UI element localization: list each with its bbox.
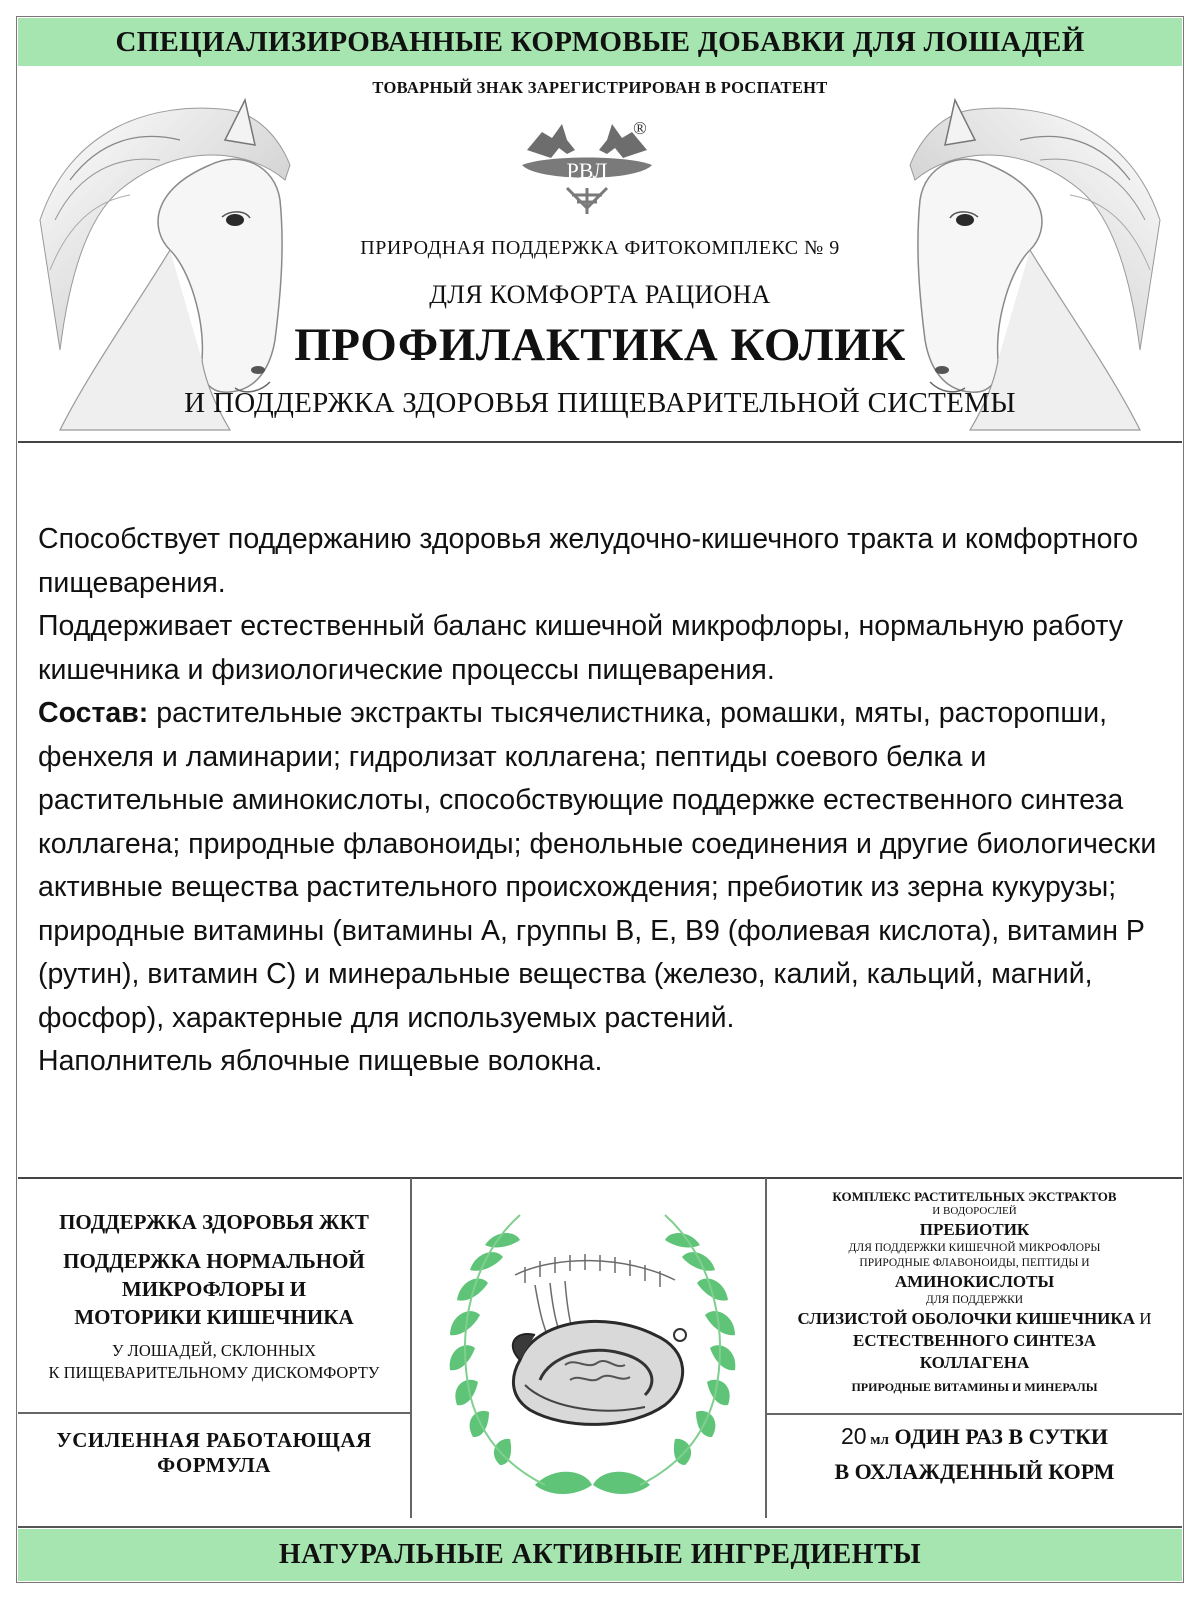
dosage-unit: мл xyxy=(866,1432,889,1448)
info-grid-top-divider xyxy=(18,1177,1182,1179)
registered-mark: ® xyxy=(633,118,647,138)
formula-badge xyxy=(18,1428,410,1478)
formula-line-1: УСИЛЕННАЯ РАБОТАЮЩАЯ xyxy=(56,1428,372,1452)
dosage-amount: 20 xyxy=(840,1423,867,1449)
top-banner: СПЕЦИАЛИЗИРОВАННЫЕ КОРМОВЫЕ ДОБАВКИ ДЛЯ ЛОШАДЕЙ xyxy=(18,18,1182,66)
gi-support-heading: ПОДДЕРЖКА ЗДОРОВЬЯ ЖКТ xyxy=(59,1210,369,1234)
ingredients-extracts: КОМПЛЕКС РАСТИТЕЛЬНЫХ ЭКСТРАКТОВ xyxy=(832,1189,1117,1204)
composition-text: растительные экстракты тысячелистника, ромашки, мяты, расторопши, фенхеля и ламинарии; гидролизат коллагена; пептиды соевого белка и растительные аминокислоты, способствующие поддержке естественного синтеза коллагена; природные флавоноиды; фенольные соединения и другие биологически активные вещества растительного происхождения; пребиотик из зерна кукурузы; природные витамины (витамины А, группы В, Е, В9 (фолиевая кислота), витамин Р (рутин), витамин С) и минеральные вещества (железо, калий, кальций, магний, фосфор), характерные для используемых растений. xyxy=(38,697,1157,1034)
ingredients-flavonoids: ПРИРОДНЫЕ ФЛАВОНОИДЫ, ПЕПТИДЫ И xyxy=(859,1257,1090,1269)
microflora-heading-line-1: ПОДДЕРЖКА НОРМАЛЬНОЙ xyxy=(63,1249,365,1273)
horse-head-right-image xyxy=(870,70,1170,440)
digestive-system-wreath-image xyxy=(425,1185,760,1515)
left-box-divider xyxy=(18,1412,410,1414)
description-text xyxy=(38,518,1168,1084)
dosage-instructions xyxy=(767,1421,1182,1487)
microflora-heading-line-3: МОТОРИКИ КИШЕЧНИКА xyxy=(74,1305,354,1329)
rvl-logo-image xyxy=(507,110,667,220)
filler-para: Наполнитель яблочные пищевые волокна. xyxy=(38,1045,603,1077)
ingredients-algae: И ВОДОРОСЛЕЙ xyxy=(932,1205,1017,1217)
ingredients-collagen: КОЛЛАГЕНА xyxy=(919,1353,1030,1372)
page-title: ПРОФИЛАКТИКА КОЛИК xyxy=(294,319,906,371)
description-para-2: Поддерживает естественный баланс кишечной микрофлоры, нормальную работу кишечника и физиологические процессы пищеварения. xyxy=(38,610,1123,686)
composition-label: Состав: xyxy=(38,697,149,729)
footer-divider xyxy=(18,1526,1182,1528)
header-divider xyxy=(18,441,1182,443)
target-horses-note xyxy=(18,1340,410,1384)
composition-para xyxy=(38,692,1168,1040)
info-grid-divider-left xyxy=(410,1178,412,1518)
description-para-1: Способствует поддержанию здоровья желудочно-кишечного тракта и комфортного пищеварения. xyxy=(38,523,1139,599)
ingredients-prebiotic-note: ДЛЯ ПОДДЕРЖКИ КИШЕЧНОЙ МИКРОФЛОРЫ xyxy=(848,1242,1101,1254)
microflora-heading-line-2: МИКРОФЛОРЫ И xyxy=(121,1277,307,1301)
ingredients-summary xyxy=(767,1189,1182,1395)
dosage-line-2: В ОХЛАЖДЕННЫЙ КОРМ xyxy=(834,1459,1115,1484)
trademark-notice: ТОВАРНЫЙ ЗНАК ЗАРЕГИСТРИРОВАН В РОСПАТЕНТ xyxy=(372,78,828,97)
subtitle-digestive-support: И ПОДДЕРЖКА ЗДОРОВЬЯ ПИЩЕВАРИТЕЛЬНОЙ СИСТЕМЫ xyxy=(184,387,1016,419)
subtitle-phytocomplex: ПРИРОДНАЯ ПОДДЕРЖКА ФИТОКОМПЛЕКС № 9 xyxy=(360,237,840,259)
ingredients-amino-acids: АМИНОКИСЛОТЫ xyxy=(894,1272,1055,1291)
target-horses-line-1: У ЛОШАДЕЙ, СКЛОННЫХ xyxy=(111,1341,317,1360)
dosage-frequency: ОДИН РАЗ В СУТКИ xyxy=(888,1424,1109,1449)
ingredients-mucosa-and: И xyxy=(1135,1309,1152,1328)
ingredients-mucosa-bold: СЛИЗИСТОЙ ОБОЛОЧКИ КИШЕЧНИКА xyxy=(797,1309,1136,1328)
dosage-line-1 xyxy=(767,1421,1182,1456)
ingredients-mucosa xyxy=(767,1308,1182,1330)
right-box-divider xyxy=(767,1413,1182,1415)
ingredients-vitamins: ПРИРОДНЫЕ ВИТАМИНЫ И МИНЕРАЛЫ xyxy=(851,1380,1098,1394)
microflora-heading xyxy=(18,1247,410,1331)
logo-text: РВЛ xyxy=(566,158,608,183)
formula-line-2: ФОРМУЛА xyxy=(157,1453,271,1477)
ingredients-synthesis: ЕСТЕСТВЕННОГО СИНТЕЗА xyxy=(853,1331,1096,1350)
subtitle-diet-comfort: ДЛЯ КОМФОРТА РАЦИОНА xyxy=(429,280,771,309)
bottom-banner: НАТУРАЛЬНЫЕ АКТИВНЫЕ ИНГРЕДИЕНТЫ xyxy=(18,1529,1182,1581)
target-horses-line-2: К ПИЩЕВАРИТЕЛЬНОМУ ДИСКОМФОРТУ xyxy=(48,1363,380,1382)
ingredients-support-label: ДЛЯ ПОДДЕРЖКИ xyxy=(925,1294,1024,1306)
horse-head-left-image xyxy=(30,70,330,440)
ingredients-prebiotic: ПРЕБИОТИК xyxy=(919,1220,1030,1239)
